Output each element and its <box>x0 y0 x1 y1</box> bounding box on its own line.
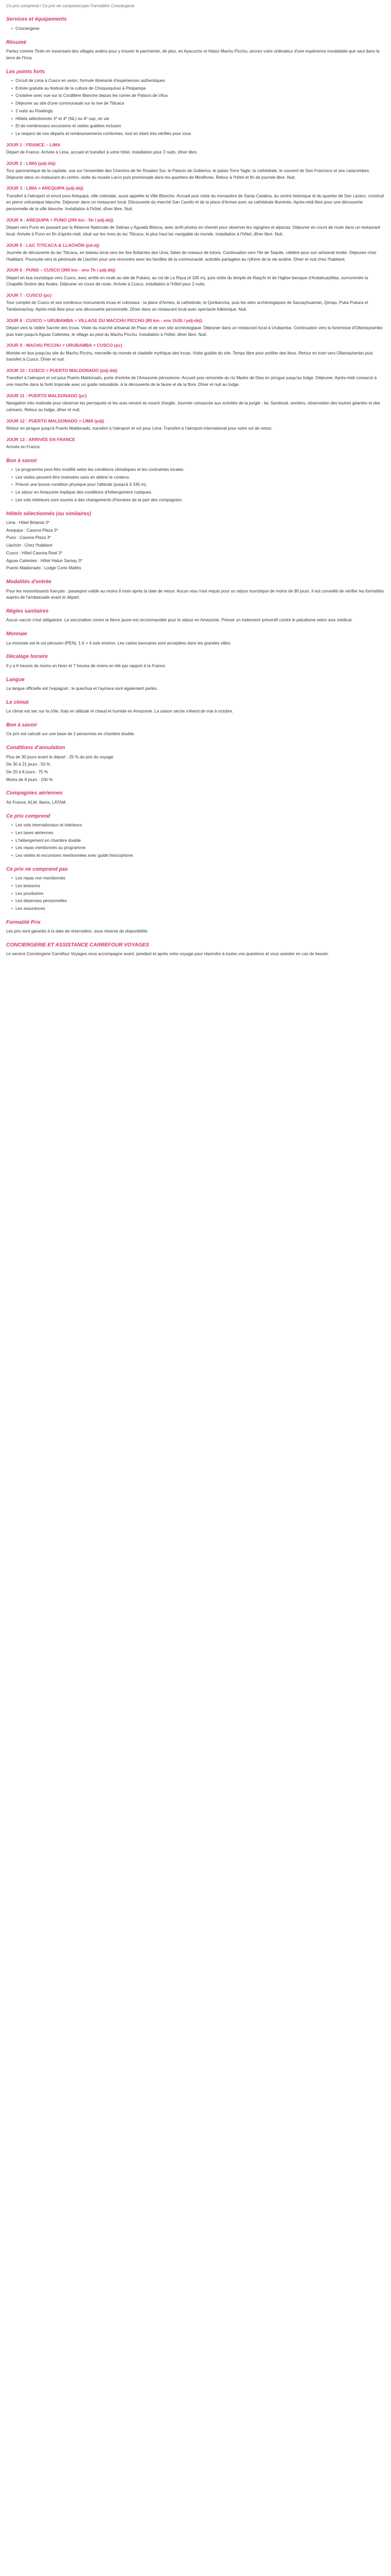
day-title: JOUR 8 : CUSCO > URUBAMBA > VILLAGE DU MACCHU PICCHU (80 km - env 1h30 / pdj-déj) <box>6 317 202 323</box>
day-title: JOUR 7 : CUSCO (pc) <box>6 292 52 298</box>
prix-comprend-pas-item: • Les dépenses personnelles <box>11 898 385 905</box>
decalage-title: Décalage horaire <box>6 654 48 660</box>
day-block <box>6 142 385 156</box>
condition-item: De 20 à 8 jours : 75 % <box>6 770 48 775</box>
day-block <box>6 393 385 414</box>
compagnies-title: Compagnies aériennes <box>6 790 63 796</box>
prix-comprend-pas-item: • Les boissons <box>11 883 385 890</box>
services-title: Services et équipements <box>6 16 67 23</box>
points-forts-item: • Déjeuner au site d'une communauté sur la rive de Titicaca <box>11 100 385 107</box>
points-forts-title: Les points forts <box>6 69 45 75</box>
page <box>0 0 391 965</box>
day-block <box>6 436 385 451</box>
day-text: Départ vers Puno en passant par la Réserve Nationale de Salinas y Aguada Blanca, avec arrêt photos en chemin pour observer les vigognes et alpacas. Déjeuner en cours de route dans un restaurant local. Arrivée à Puno en fin d'après-midi, situé sur les rives du lac Titicaca, le plus haut lac navigable du monde. Installation à l'hôtel, dîner libre. Nuit. <box>6 225 381 236</box>
top-note: Ce prix comprend / Ce prix ne comprend pas/ Formalités Conciergerie <box>6 4 135 8</box>
points-forts-item: • Le respect de nos départs et remboursements conformes, tout en étant très vérifiés pour vous <box>11 131 385 138</box>
prix-comprend-list <box>6 822 385 859</box>
day-text: Départ de France. Arrivée à Lima, accueil et transfert à votre hôtel. Installation pour 2 nuits, dîner libre. <box>6 149 198 155</box>
bon-savoir-list <box>6 467 385 504</box>
day-title: JOUR 9 : MACHU PICCHU > URUBAMBA > CUSCO (pc) <box>6 343 123 348</box>
bon-savoir-item: • Les vols intérieurs sont soumis à des changements d'horaires de la part des compagnies. <box>11 497 385 504</box>
prix-comprend-pas-item: • Les assurances <box>11 906 385 912</box>
hotel-item: Cusco : Hôtel Casona Real 3* <box>6 550 62 555</box>
climat-title: Le climat <box>6 699 29 705</box>
points-forts-item: • Et de nombreuses excursions et visites guidées incluses <box>11 123 385 130</box>
day-block <box>6 160 385 181</box>
day-text: Transfert à l'aéroport et envol pour Arequipa, ville coloniale, aussi appelée la Ville Blanche. Accueil puis visite du monastère de Santa Catalina, du centre historique et du quartier de San Lázaro, construit en pierre volcanique blanche. Déjeuner dans un restaurant local. Découverte du marché San Camilo et de la place d'Armes avec sa cathédrale illuminée. Après-midi libre pour une découverte personnelle de la ville blanche. Installation à l'hôtel, dîner libre. Nuit. <box>6 193 384 212</box>
prix-comprend-pas-title: Ce prix ne comprend pas <box>6 866 68 872</box>
decalage-text: Il y a 6 heures de moins en hiver et 7 heures de moins en été par rapport à la France. <box>6 663 166 668</box>
formalites-prix-text: Les prix sont garantis à la date de réservation, sous réserve de disponibilité. <box>6 929 149 934</box>
prix-comprend-item: • Les taxes aériennes <box>11 830 385 837</box>
day-block <box>6 185 385 212</box>
day-block <box>6 418 385 432</box>
day-text: Arrivée en France. <box>6 444 41 449</box>
langue-text: La langue officielle est l'espagnol ; le quechua et l'aymara sont également parlés. <box>6 686 158 691</box>
bon-savoir-item: • Le séjour en Amazonie implique des conditions d'hébergement rustiques. <box>11 489 385 496</box>
modalites-title: Modalités d'entrée <box>6 579 52 585</box>
hotel-item: Puerto Maldonado : Lodge Corto Maltés <box>6 566 82 571</box>
hotels-list <box>6 520 385 572</box>
monnaie-title: Monnaie <box>6 631 27 637</box>
day-block <box>6 317 385 338</box>
day-block <box>6 342 385 363</box>
prix-comprend-pas-list <box>6 875 385 912</box>
day-title: JOUR 13 : ARRIVÉE EN FRANCE <box>6 436 75 442</box>
monnaie-text: La monnaie est le sol péruvien (PEN). 1 € = 4 sols environ. Les cartes bancaires sont acceptées dans les grandes villes. <box>6 640 232 646</box>
prix-comprend-item: • L'hébergement en chambre double <box>11 838 385 844</box>
conditions-list <box>6 754 385 784</box>
day-text: Départ en bus touristique vers Cusco, avec arrêts en route au site de Pukara, au col de La Raya (4 335 m), puis visite du temple de Raqchi et de l'église baroque d'Andahuaylillas, surnommée la Chapelle Sixtine des Andes. Déjeuner en cours de route. Arrivée à Cusco, installation à l'hôtel pour 2 nuits. <box>6 275 368 287</box>
modalites-text: Pour les ressortissants français : passeport valide au moins 6 mois après la date de retour. Aucun visa n'est requis pour un séjour touristique de moins de 90 jours. Il est conseillé de vérifier les formalités auprès de l'ambassade avant le départ. <box>6 588 384 600</box>
day-title: JOUR 6 : PUNO – CUSCO (390 km - env 7h / pdj-déj) <box>6 267 116 273</box>
day-title: JOUR 5 : LAC TITICACA & LLACHÓN (pd-dj) <box>6 242 100 248</box>
resume-title: Résumé <box>6 39 26 45</box>
condition-item: De 30 à 21 jours : 50 % <box>6 762 51 767</box>
day-text: Tour panoramique de la capitale, vue sur l'ensemble des Chemins de fer Rosales Sur, le Palacio de Gobierno, le palais Torre Tagle, la cathédrale, le couvent de San Francisco et ses catacombes. Déjeuner dans un restaurant du centre, visite du musée Larco puis promenade dans les quartiers de Miraflores. Retour à l'hôtel et fin de journée libre. Nuit. <box>6 168 370 180</box>
conditions-title: Conditions d'annulation <box>6 745 66 751</box>
prix-comprend-item: • Les vols internationaux et intérieurs <box>11 822 385 829</box>
langue-title: Langue <box>6 676 25 683</box>
points-forts-list <box>6 78 385 138</box>
itinerary <box>6 142 385 451</box>
day-block <box>6 267 385 288</box>
condition-item: Moins de 8 jours : 100 % <box>6 777 53 782</box>
bon-savoir-item: • Les visites peuvent être inversées sans en altérer le contenu. <box>11 474 385 481</box>
compagnies-text: Air France, KLM, Iberia, LATAM. <box>6 800 67 805</box>
day-block <box>6 292 385 313</box>
bon-savoir-item: • Prévoir une bonne condition physique pour l'altitude (jusqu'à 4 335 m). <box>11 482 385 488</box>
conciergerie-title: CONCIERGERIE ET ASSISTANCE CARREFOUR VOYAGES <box>6 942 150 948</box>
day-title: JOUR 12 : PUERTO MALDONADO > LIMA (pdj) <box>6 418 104 423</box>
regles-title: Règles sanitaires <box>6 608 49 614</box>
points-forts-item: • Entrée gratuite au festival de la culture de Choquequirao à Pinipampa <box>11 86 385 92</box>
day-block <box>6 242 385 263</box>
services-list <box>6 26 385 32</box>
formalites-prix-title: Formalité Prix <box>6 919 41 925</box>
day-block <box>6 367 385 388</box>
bon-savoir-item: • Le programme peut être modifié selon les conditions climatiques et les contraintes locales. <box>11 467 385 473</box>
hotel-item: Lima : Hôtel Britania 3* <box>6 520 50 526</box>
bon-savoir-prix-text: Ce prix est calculé sur une base de 2 personnes en chambre double. <box>6 732 135 737</box>
prix-comprend-pas-item: • Les pourboires <box>11 891 385 897</box>
points-forts-item: • Circuit de Lima à Cusco en avion, formule itinérante d'expériences authentiques <box>11 78 385 84</box>
day-text: Tour complet de Cusco et ses nombreux monuments incas et coloniaux : la place d'Armes, la cathédrale, le Qorikancha, puis les sites archéologiques de Sacsayhuamán, Qenqo, Puka Pukara et Tambomachay. Après-midi libre pour une découverte personnelle. Dîner dans un restaurant local avec spectacle folklorique. Nuit. <box>6 300 368 312</box>
points-forts-item: • 2 nuits au Floatingly <box>11 108 385 115</box>
day-text: Journée de découverte du lac Titicaca, en bateau local vers les îles flottantes des Uros, faites de roseaux de totora. Continuation vers l'île de Taquile, célèbre pour son artisanat textile. Déjeuner chez l'habitant. Poursuite vers la péninsule de Llachón pour une rencontre avec les familles de la communauté, activités partagées au rythme de la vie andine. Dîner et nuit chez l'habitant. <box>6 250 377 262</box>
climat-text: Le climat est sec sur la côte, frais en altitude et chaud et humide en Amazonie. La saison sèche s'étend de mai à octobre. <box>6 709 234 714</box>
bon-savoir-title: Bon à savoir <box>6 457 38 464</box>
bon-savoir-prix-title: Bon à savoir <box>6 722 38 728</box>
day-title: JOUR 2 : LIMA (pdj-déj) <box>6 160 56 166</box>
condition-item: Plus de 30 jours avant le départ : 25 % du prix du voyage <box>6 754 113 759</box>
day-text: Transfert à l'aéroport et vol pour Puerto Maldonado, porte d'entrée de l'Amazonie péruvienne. Accueil puis remontée du río Madre de Dios en pirogue jusqu'au lodge. Déjeuner. Après-midi consacré à une marche dans la forêt tropicale avec un guide naturaliste, à la découverte de la faune et de la flore. Dîner et nuit au lodge. <box>6 376 377 387</box>
prix-comprend-item: • Les repas mentionnés au programme <box>11 845 385 852</box>
resume-text: Partez comme Tintin en traversant des villages andins pour y trouver le parchemin, de plus, en Ayacucho et Hatun Machu Picchu, ancrez votre ordinateur d'une expérience inoubliable que seul dans la terre de l'Inca. <box>6 49 380 60</box>
hotels-title: Hôtels sélectionnés (ou similaires) <box>6 511 91 517</box>
day-title: JOUR 4 : AREQUIPA > PUNO (290 km - 5h / pdj-déj) <box>6 217 113 223</box>
conciergerie-text: Le service Conciergerie Carrefour Voyages vous accompagne avant, pendant et après votre voyage pour répondre à toutes vos questions et vous assister en cas de besoin. <box>6 952 329 957</box>
day-text: Navigation très matinale pour observer les perroquets et les aras venant se nourrir d'argile. Journée consacrée aux activités de la jungle : lac Sandoval, sentiers, observation des loutres géantes et des caïmans. Retour au lodge, dîner et nuit. <box>6 401 380 412</box>
hotel-item: Llachón : Chez l'habitant <box>6 543 53 548</box>
services-item: • Conciergerie <box>11 26 385 32</box>
points-forts-item: • Croisière avec vue sur la Cordillère Blanche depuis les ruines de Palacio de Vilca <box>11 93 385 99</box>
day-block <box>6 217 385 238</box>
day-title: JOUR 3 : LIMA > AREQUIPA (pdj-déj) <box>6 185 84 191</box>
points-forts-item: • Hôtels sélectionnés 3* et 4* (NL) ou 4* sup, en vie <box>11 116 385 123</box>
hotel-item: Puno : Casona Plaza 3* <box>6 535 51 540</box>
day-text: Départ vers la Vallée Sacrée des Incas. Visite du marché artisanal de Pisac et de son site archéologique. Déjeuner dans un restaurant local à Urubamba. Continuation vers la forteresse d'Ollantaytambo puis train jusqu'à Aguas Calientes, le village au pied du Machu Picchu. Installation à l'hôtel, dîner libre. Nuit. <box>6 325 383 337</box>
hotel-item: Arequipa : Casona Plaza 3* <box>6 528 58 533</box>
hotel-item: Aguas Calientes : Hôtel Hatun Samay 3* <box>6 558 83 563</box>
day-title: JOUR 1 : FRANCE – LIMA <box>6 142 61 147</box>
day-title: JOUR 10 : CUSCO > PUERTO MALDONADO (pdj-déj) <box>6 368 118 374</box>
regles-text: Aucun vaccin n'est obligatoire. La vaccination contre la fièvre jaune est recommandée pour le séjour en Amazonie. Prévoir un traitement préventif contre le paludisme selon avis médical. <box>6 618 353 623</box>
day-title: JOUR 11 : PUERTO MALDONADO (pc) <box>6 393 87 398</box>
prix-comprend-title: Ce prix comprend <box>6 813 51 819</box>
prix-comprend-item: • Les visites et excursions mentionnées avec guide francophone <box>11 853 385 859</box>
day-text: Retour en pirogue jusqu'à Puerto Maldonado, transfert à l'aéroport et vol pour Lima. Transfert à l'aéroport international pour votre vol de retour. <box>6 426 273 431</box>
day-text: Montée en bus jusqu'au site du Machu Picchu, merveille du monde et citadelle mythique des Incas. Visite guidée du site. Temps libre pour profiter des lieux. Retour en train vers Ollantaytambo puis transfert à Cusco. Dîner et nuit. <box>6 350 373 362</box>
prix-comprend-pas-item: • Les repas non mentionnés <box>11 875 385 882</box>
